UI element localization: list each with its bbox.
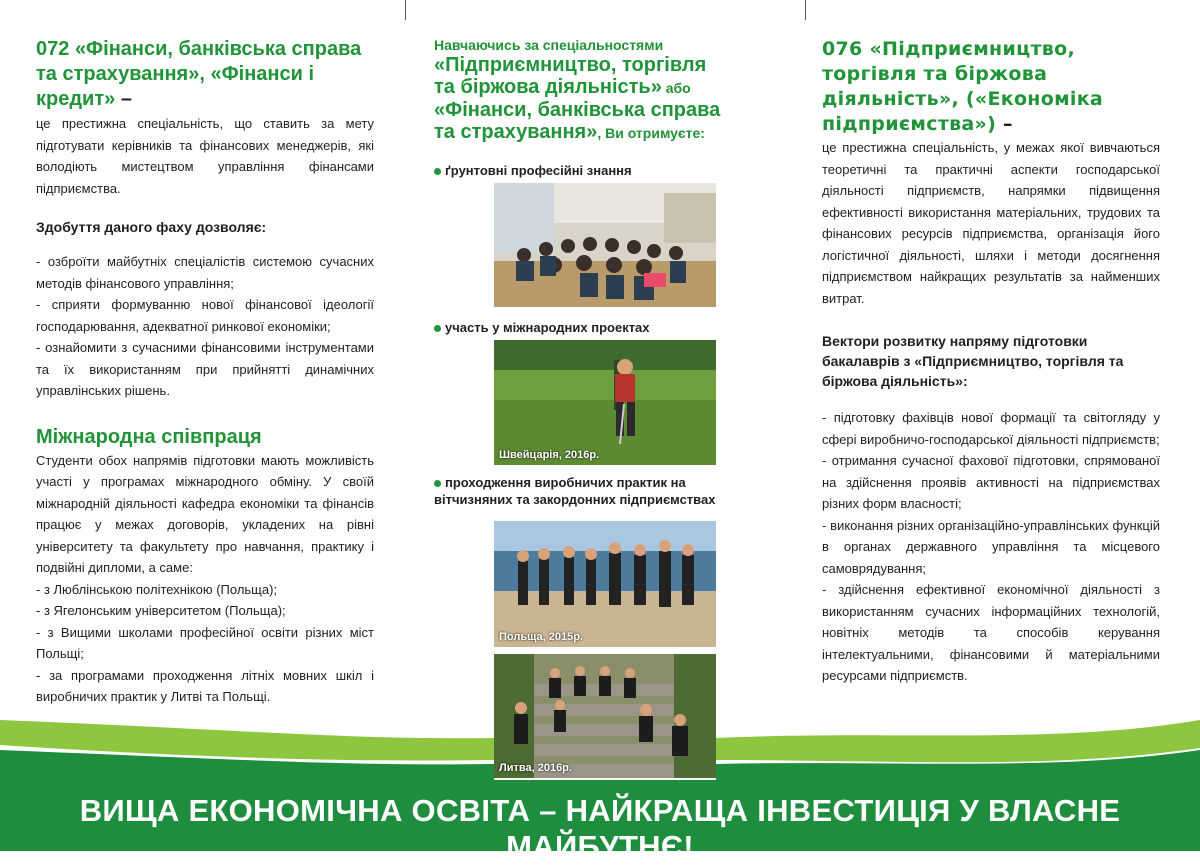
bullet-label: ґрунтовні професійні знання xyxy=(445,163,632,178)
cooperation-item: - за програмами проходження літніх мовних шкіл і виробничих практик у Литві та Польщі. xyxy=(36,667,374,704)
middle-spec-2: «Фінанси, банківська справа та страхування» xyxy=(434,99,721,143)
allows-item: - сприяти формуванню нової фінансової ідеології господарювання, адекватної ринкової економіки; xyxy=(36,297,374,334)
photo-caption-lithuania: Литва, 2016р. xyxy=(499,762,572,774)
business-spec-title xyxy=(822,37,1160,137)
poland-photo xyxy=(494,521,716,647)
classroom-photo xyxy=(494,183,716,307)
bullet-dot-icon xyxy=(434,480,441,487)
bullet-label: участь у міжнародних проектах xyxy=(445,320,650,335)
fold-mark-right xyxy=(805,0,806,20)
allows-list xyxy=(36,251,374,402)
cooperation-title: Міжнародна співпраця xyxy=(36,425,262,448)
bullet-practice xyxy=(434,474,724,508)
cooperation-item: - з Вищими школами професійної освіти різних міст Польщі; xyxy=(36,624,374,661)
cooperation-section xyxy=(36,450,374,708)
allows-title: Здобуття даного фаху дозволяє: xyxy=(36,219,267,235)
finance-spec-title xyxy=(36,37,374,112)
finance-spec-intro: це престижна спеціальність, що ставить за мету підготувати керівників та фінансових менеджерів, які володіють мистецтвом управління фінансами підприємства. xyxy=(36,116,374,196)
footer-slogan: ВИЩА ЕКОНОМІЧНА ОСВІТА – НАЙКРАЩА ІНВЕСТИЦІЯ У ВЛАСНЕ МАЙБУТНЄ! xyxy=(79,793,1121,864)
business-spec-intro: це престижна спеціальність, у межах якої вивчаються теоретичні та практичні аспекти господарської діяльності підприємств, напрямки підвищення ефективності використання матеріальних, трудових та фінансових ресурсів підприємства, організація його логістичної діяльності, шляхи і методи досягнення підприємством найкращих результатів за найменших витрат. xyxy=(822,140,1160,306)
vectors-title: Вектори розвитку напряму підготовки бакалаврів з «Підприємництво, торгівля та біржова діяльність»: xyxy=(822,333,1124,389)
fold-mark-left xyxy=(405,0,406,20)
business-spec-dash: – xyxy=(996,113,1013,135)
photo-caption-switzerland: Швейцарія, 2016р. xyxy=(499,449,600,461)
business-spec-name: 076 «Підприємництво, торгівля та біржова діяльність», («Економіка підприємства») xyxy=(822,38,1104,135)
finance-spec-code: 072 xyxy=(36,38,70,60)
finance-spec-name: «Фінанси, банківська справа та страхування», «Фінанси і кредит» xyxy=(36,38,362,110)
bullet-knowledge xyxy=(434,162,724,179)
middle-or: або xyxy=(661,80,691,96)
photo-caption-poland: Польща, 2015р. xyxy=(499,631,583,643)
allows-item: - ознайомити з сучасними фінансовими інструментами та їх використанням при прийнятті динамічних управлінських рішень. xyxy=(36,340,374,398)
switzerland-photo xyxy=(494,340,716,465)
bullet-label: проходження виробничих практик на вітчизняних та закордонних підприємствах xyxy=(434,475,716,507)
allows-item: - озброїти майбутніх спеціалістів системою сучасних методів фінансового управління; xyxy=(36,254,374,291)
vectors-item: - підготовку фахівців нової формації та світогляду у сфері виробничо-господарської діяльності підприємств; xyxy=(822,410,1160,447)
middle-spec-1: «Підприємництво, торгівля та біржова діяльність» xyxy=(434,54,707,98)
vectors-item: - виконання різних організаційно-управлінських функцій в органах державного управління та місцевого самоврядування; xyxy=(822,517,1160,576)
vectors-list xyxy=(822,407,1160,687)
middle-column xyxy=(434,0,724,790)
cooperation-intro: Студенти обох напрямів підготовки мають можливість участі у програмах міжнародного обміну. У своїй міжнародній діяльності кафедра економіки та фінансів працює у межах договорів, укладених на рівні університету та факультету про навчання, практику і подвійні дипломи, а саме: xyxy=(36,452,374,575)
left-column xyxy=(36,0,374,708)
finance-spec-dash: – xyxy=(115,88,132,110)
cooperation-item: - з Люблінською політехнікою (Польща); xyxy=(36,581,278,597)
middle-specs xyxy=(434,54,724,144)
cooperation-item: - з Ягелонським університетом (Польща); xyxy=(36,603,286,618)
middle-you-get: , Ви отримуєте: xyxy=(597,125,705,141)
right-column xyxy=(822,0,1160,687)
bullet-dot-icon xyxy=(434,168,441,175)
bullet-dot-icon xyxy=(434,325,441,332)
middle-lead: Навчаючись за спеціальностями xyxy=(434,37,664,53)
bullet-projects xyxy=(434,319,724,336)
vectors-item: - отримання сучасної фахової підготовки, спрямованої на здійснення проявів активності на підприємствах різних форм власності; xyxy=(822,453,1160,511)
vectors-item: - здійснення ефективної економічної діяльності з використанням сучасних інформаційних технологій, новітніх методів та способів керування інтелектуальними, фінансовими й матеріальними ресурсами підприємств. xyxy=(822,582,1160,683)
